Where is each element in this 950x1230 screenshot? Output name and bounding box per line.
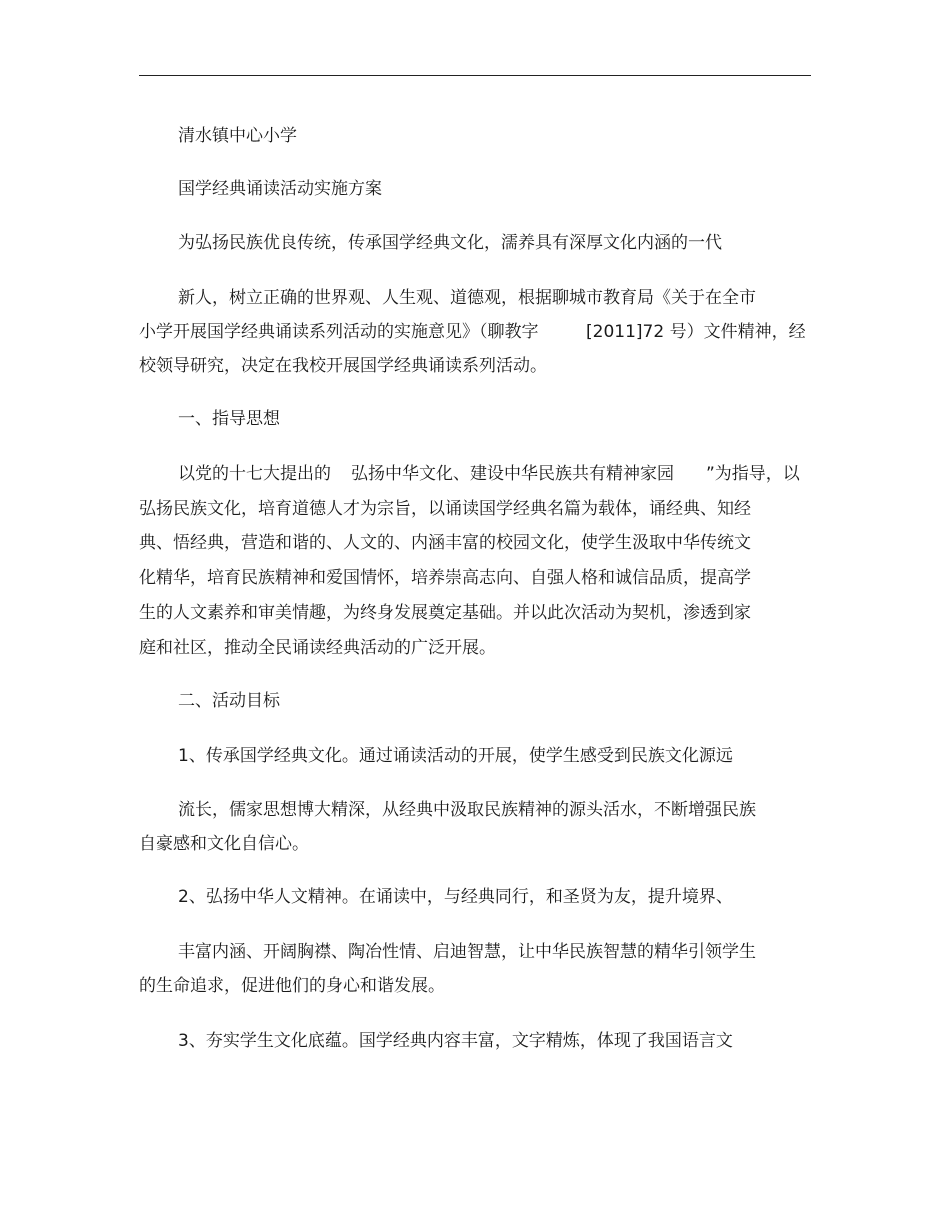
section-line: 弘扬民族文化，培育道德人才为宗旨，以诵读国学经典名篇为载体，诵经典、知经 (139, 499, 751, 519)
document-title: 国学经典诵读活动实施方案 (178, 179, 382, 199)
intro-line: 为弘扬民族优良传统，传承国学经典文化，濡养具有深厚文化内涵的一代 (178, 233, 722, 253)
intro-line: 小学开展国学经典诵读系列活动的实施意见》（聊教字 (139, 322, 539, 342)
section-line: ”为指导，以 (706, 464, 800, 484)
section-line: 生的人文素养和审美情趣，为终身发展奠定基础。并以此次活动为契机，渗透到家 (139, 603, 751, 623)
section-heading: 一、指导思想 (178, 409, 280, 429)
section-line: 典、悟经典，营造和谐的、人文的、内涵丰富的校园文化，使学生汲取中华传统文 (139, 533, 751, 553)
school-name: 清水镇中心小学 (178, 126, 297, 146)
goal-item: 3、夯实学生文化底蕴。国学经典内容丰富，文字精炼，体现了我国语言文 (178, 1031, 733, 1051)
section-heading: 二、活动目标 (178, 691, 280, 711)
section-line: 以党的十七大提出的 (178, 464, 331, 484)
section-line: 弘扬中华文化、建设中华民族共有精神家园 (351, 464, 674, 484)
goal-item-line: 丰富内涵、开阔胸襟、陶冶性情、启迪智慧，让中华民族智慧的精华引领学生 (178, 942, 756, 962)
section-line: 化精华，培育民族精神和爱国情怀，培养崇高志向、自强人格和诚信品质，提高学 (139, 568, 751, 588)
goal-item: 1、传承国学经典文化。通过诵读活动的开展，使学生感受到民族文化源远 (178, 746, 733, 766)
intro-line: 新人，树立正确的世界观、人生观、道德观，根据聊城市教育局《关于在全市 (178, 288, 756, 308)
header-rule (139, 75, 811, 76)
intro-line: 校领导研究，决定在我校开展国学经典诵读系列活动。 (139, 356, 547, 376)
intro-line: [2011]72 号）文件精神，经 (586, 322, 806, 342)
section-line: 庭和社区，推动全民诵读经典活动的广泛开展。 (139, 638, 496, 658)
goal-item: 2、弘扬中华人文精神。在诵读中，与经典同行，和圣贤为友，提升境界、 (178, 887, 733, 907)
goal-item-line: 的生命追求，促进他们的身心和谐发展。 (139, 976, 445, 996)
goal-item-line: 流长，儒家思想博大精深，从经典中汲取民族精神的源头活水，不断增强民族 (178, 800, 756, 820)
goal-item-line: 自豪感和文化自信心。 (139, 834, 309, 854)
